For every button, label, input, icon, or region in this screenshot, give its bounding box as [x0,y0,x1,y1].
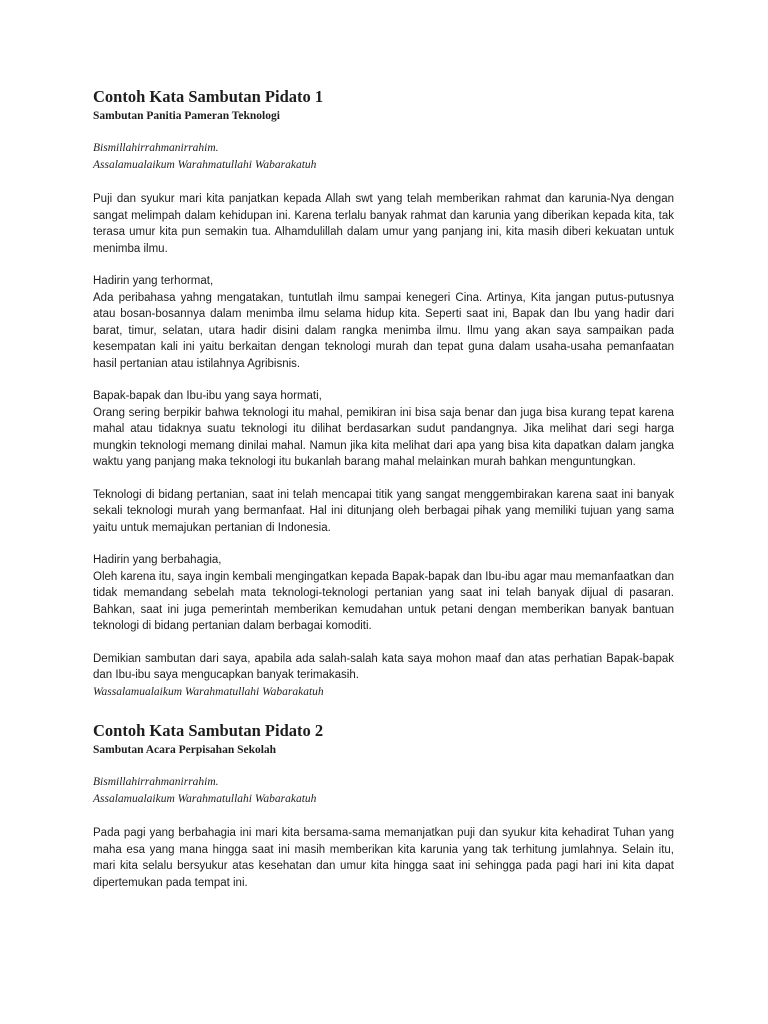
paragraph: Demikian sambutan dari saya, apabila ada salah-salah kata saya mohon maaf dan atas perhatian Bapak-bapak dan Ibu-ibu saya mengucapkan banyak terimakasih. [93,652,674,681]
speech-section-2 [93,720,674,891]
section-title: Contoh Kata Sambutan Pidato 2 [93,721,324,740]
document-page [93,86,674,907]
paragraph: Hadirin yang berbahagia, Oleh karena itu, saya ingin kembali mengingatkan kepada Bapak-bapak dan Ibu-ibu agar mau memanfaatkan dan tidak memandang sebelah mata teknologi-teknologi pertanian yang saat ini telah banyak dijual di pasaran. Bahkan, saat ini juga pemerintah memberikan kemudahan untuk petani dengan memberikan banyak bantuan teknologi di bidang pertanian dalam berbagai komoditi. [93,554,674,632]
closing-greeting: Wassalamualaikum Warahmatullahi Wabarakatuh [93,685,324,698]
speech-section-1 [93,86,674,700]
basmalah: Bismillahirrahmanirrahim. [93,776,219,788]
paragraph: Bapak-bapak dan Ibu-ibu yang saya hormati, Orang sering berpikir bahwa teknologi itu mahal, pemikiran ini bisa saja benar dan juga bisa kurang tepat karena mahal atau tidaknya suatu teknologi itu dilihat berdasarkan sudut pandangnya. Jika melihat dari segi harga mungkin teknologi memang dinilai mahal. Namun jika kita melihat dari apa yang bisa kita dapatkan dalam jangka waktu yang panjang maka teknologi itu bukanlah barang mahal melainkan murah bahkan menguntungkan. [93,390,674,468]
paragraph: Hadirin yang terhormat, Ada peribahasa yahng mengatakan, tuntutlah ilmu sampai kenegeri Cina. Artinya, Kita jangan putus-putusnya atau bosan-bosannya dalam menimba ilmu selama hidup kita. Seperti saat ini, Bapak dan Ibu yang hadir dari barat, timur, selatan, utara hadir disini dalam rangka menimba ilmu. Ilmu yang akan saya sampaikan pada kesempatan kali ini yaitu berkaitan dengan teknologi murah dan tepat guna dalam usaha-usaha pemanfaatan hasil pertanian atau istilahnya Agribisnis. [93,275,674,370]
paragraph: Pada pagi yang berbahagia ini mari kita bersama-sama memanjatkan puji dan syukur kita kehadirat Tuhan yang maha esa yang mana hingga saat ini masih memberikan kita karunia yang tak terhitung jumlahnya. Selain itu, mari kita selalu bersyukur atas kesehatan dan umur kita hingga saat ini sehingga pada pagi hari ini kita dapat dipertemukan pada tempat ini. [93,827,674,889]
paragraph: Teknologi di bidang pertanian, saat ini telah mencapai titik yang sangat menggembirakan karena saat ini banyak sekali teknologi murah yang bermanfaat. Hal ini ditunjang oleh berbagai pihak yang memiliki tujuan yang sama yaitu untuk memajukan pertanian di Indonesia. [93,488,674,534]
opening-greeting [93,774,674,807]
opening-greeting [93,140,674,173]
paragraph: Puji dan syukur mari kita panjatkan kepada Allah swt yang telah memberikan rahmat dan karunia-Nya dengan sangat melimpah dalam kehidupan ini. Karena terlalu banyak rahmat dan karunia yang diberikan kepada kita, tak terasa umur kita pun semakin tua. Alhamdulillah dalam umur yang panjang ini, kita masih diberi kekuatan untuk menimba ilmu. [93,193,674,255]
section-subtitle: Sambutan Acara Perpisahan Sekolah [93,744,277,756]
salam: Assalamualaikum Warahmatullahi Wabarakatuh [93,158,317,171]
basmalah: Bismillahirrahmanirrahim. [93,142,219,154]
section-title: Contoh Kata Sambutan Pidato 1 [93,87,324,106]
salam: Assalamualaikum Warahmatullahi Wabarakatuh [93,792,317,805]
section-subtitle: Sambutan Panitia Pameran Teknologi [93,110,280,122]
